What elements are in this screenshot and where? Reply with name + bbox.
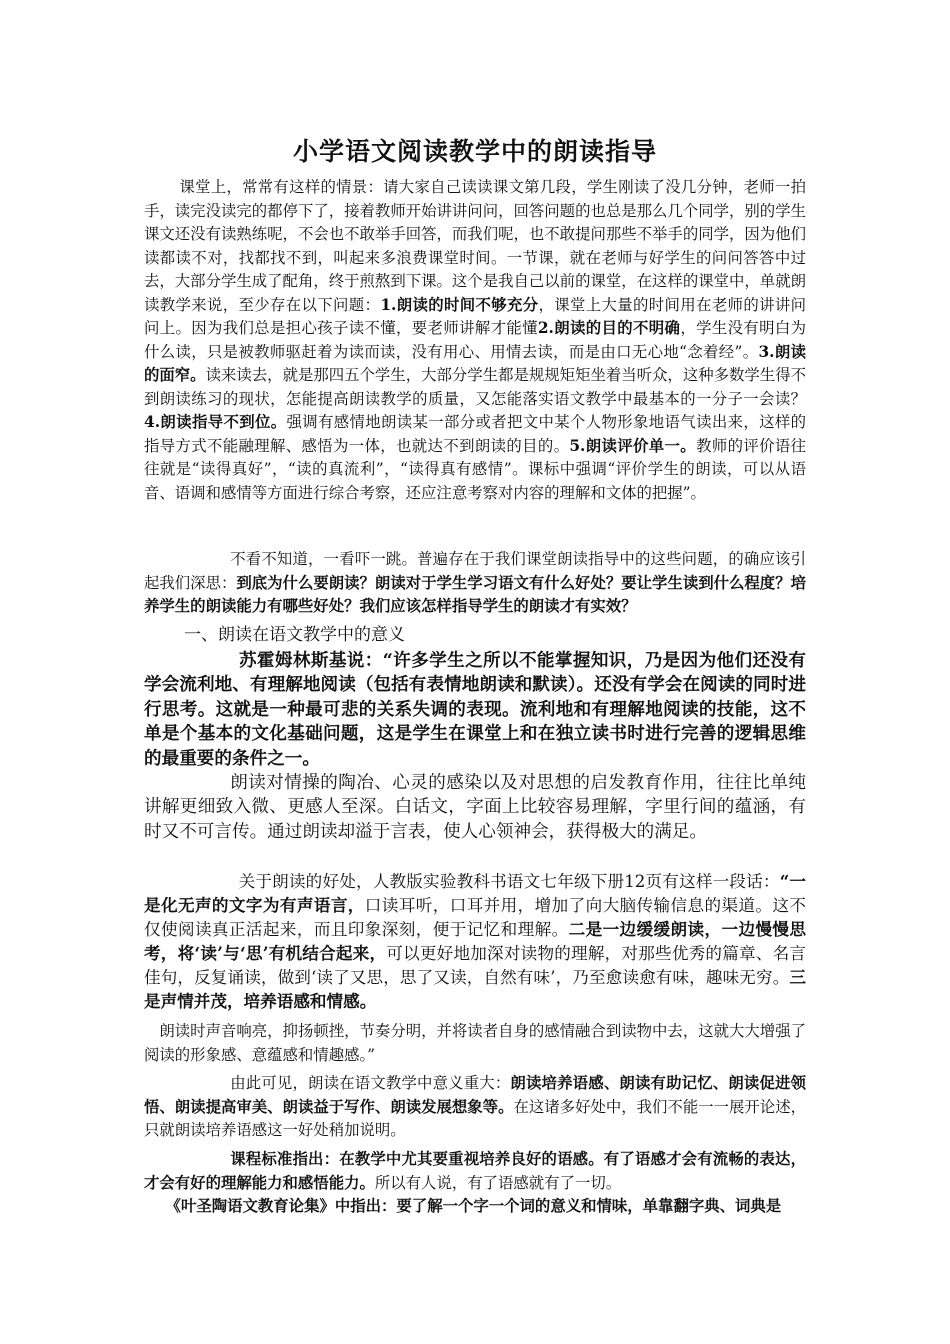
- section-heading-1: 一、朗读在语文教学中的意义: [184, 625, 405, 645]
- text-run: 读来读去，就是那四五个学生，大部分学生都是规规矩矩坐着当听众，这种多数学生得不到朗读练习的现状，怎能提高朗读教学的质量，又怎能落实语文教学中最基本的一分子一会读？: [144, 366, 806, 408]
- bold-run: 4.朗读指导不到位。: [144, 413, 287, 431]
- text-run: 教师的评价语往往就是“读得真好”，“读的真流利”，“读得真有感情”。课标中强调“评价学生的朗读，可以从语音、语调和感情等方面进行综合考察，还应注意考察对内容的理解和文体的把握”。: [144, 436, 806, 502]
- text-run: 朗读时声音响亮，抑扬顿挫，节奏分明，并将读者自身的感情融合到读物中去，这就大大增强了阅读的形象感、意蕴感和情趣感。”: [144, 1022, 806, 1064]
- text-run: ，学生没有明白为什么读，只是被教师驱赶着为读而读，没有用心、用情去读，而是由口无心地“念着经”。: [144, 319, 806, 361]
- paragraph-conclusion: [144, 1072, 806, 1143]
- bold-run: 三是声情并茂，培养语感和情感。: [144, 966, 806, 1011]
- text-run: 在这诸多好处中，我们不能一一展开论述，只就朗读培养语感这一好处稍加说明。: [144, 1097, 806, 1139]
- bold-run: 《叶圣陶语文教育论集》中指出：要了解一个字一个词的意义和情味，单靠翻字典、词典是: [165, 1197, 782, 1215]
- paragraph-reading-voice: [144, 1020, 806, 1067]
- bold-run: 课程标准指出：在教学中尤其要重视培养良好的语感。有了语感才会有流畅的表达，才会有好的理解能力和感悟能力。: [144, 1150, 806, 1192]
- paragraph-questions: [144, 548, 806, 619]
- paragraph-problems: [144, 176, 806, 505]
- bold-run: 2.朗读的目的不明确: [537, 319, 681, 337]
- bold-run: “一是化无声的文字为有声语言，: [144, 871, 806, 915]
- bold-run: 到底为什么要朗读？朗读对于学生学习语文有什么好处？要让学生读到什么程度？培养学生的朗读能力有哪些好处？我们应该怎样指导学生的朗读才有实效？: [144, 573, 806, 615]
- paragraph-textbook-quote: [144, 870, 806, 1013]
- document-title: 小学语文阅读教学中的朗读指导: [292, 137, 657, 166]
- text-run: 不看不知道，一看吓一跳。普遍存在于我们课堂朗读指导中的这些问题，的确应该引起我们深思：: [144, 550, 806, 592]
- text-run: 强调有感情地朗读某一部分或者把文中某个人物形象地语气读出来，这样的指导方式不能融理解、感悟为一体，也就达不到朗读的目的。: [144, 413, 806, 455]
- paragraph-quote-sukhomlinsky: [144, 649, 806, 771]
- text-run: 关于朗读的好处，人教版实验教科书语文七年级下册12页有这样一段话：: [238, 872, 780, 891]
- bold-run: 3.朗读的面窄。: [144, 342, 806, 384]
- paragraph-ye-shengtao: [144, 1195, 806, 1219]
- text-run: 可以更好地加深对读物的理解，对那些优秀的篇章、名言佳句，反复诵读，做到‘读了又思，思了又读，自然有味’，乃至愈读愈有味，趣味无穷。: [144, 943, 806, 987]
- text-run: 由此可见，朗读在语文教学中意义重大：: [230, 1074, 511, 1092]
- bold-run: 1.朗读的时间不够充分: [380, 295, 539, 314]
- text-run: 苏霍姆林斯基说：“许多学生之所以不能掌握知识，乃是因为他们还没有学会流利地、有理解地阅读（包括有表情地朗读和默读）。还没有学会在阅读的同时进行思考。这就是一种最可悲的关系失调的表现。流利地和有理解地阅读的技能，这不单是个基本的文化基础问题，这是学生在课堂上和在独立读书时进行完善的逻辑思维的最重要的条件之一。: [144, 650, 806, 769]
- bold-run: 5.朗读评价单一。: [569, 436, 697, 455]
- text-run: 朗读对情操的陶冶、心灵的感染以及对思想的启发教育作用，往往比单纯讲解更细致入微、更感人至深。白话文，字面上比较容易理解，字里行间的蕴涵，有时又不可言传。通过朗读却溢于言表，使人心领神会，获得极大的满足。: [144, 773, 806, 842]
- paragraph-curriculum-standard: [144, 1148, 806, 1195]
- text-run: 所以有人说，有了语感就有了一切。: [374, 1173, 622, 1192]
- text-run: 口读耳听，口耳并用，增加了向大脑传输信息的渠道。这不仅使阅读真正活起来，而且印象深刻，便于记忆和理解。: [144, 895, 806, 939]
- bold-run: 朗读培养语感、朗读有助记忆、朗读促进领悟、朗读提高审美、朗读益于写作、朗读发展想象等。: [144, 1074, 806, 1116]
- bold-run: 二是一边缓缓朗读，一边慢慢思考，将‘读’与‘思’有机结合起来，: [144, 918, 806, 963]
- text-run: 课堂上，常常有这样的情景：请大家自己读读课文第几段，学生刚读了没几分钟，老师一拍手，读完没读完的都停下了，接着教师开始讲讲问问，回答问题的也总是那么几个同学，别的学生课文还没有读熟练呢，不会也不敢举手回答，而我们呢，也不敢提问那些不举手的同学，因为他们读都读不对，找都找不到，叫起来多浪费课堂时间。一节课，就在老师与好学生的问问答答中过去，大部分学生成了配角，终于煎熬到下课。这个是我自己以前的课堂，在这样的课堂中，单就朗读教学来说，至少存在以下问题：: [144, 178, 806, 314]
- text-run: ，课堂上大量的时间用在老师的讲讲问问上。因为我们总是担心孩子读不懂，要老师讲解才能懂: [144, 295, 806, 337]
- paragraph-reading-effect: [144, 771, 806, 844]
